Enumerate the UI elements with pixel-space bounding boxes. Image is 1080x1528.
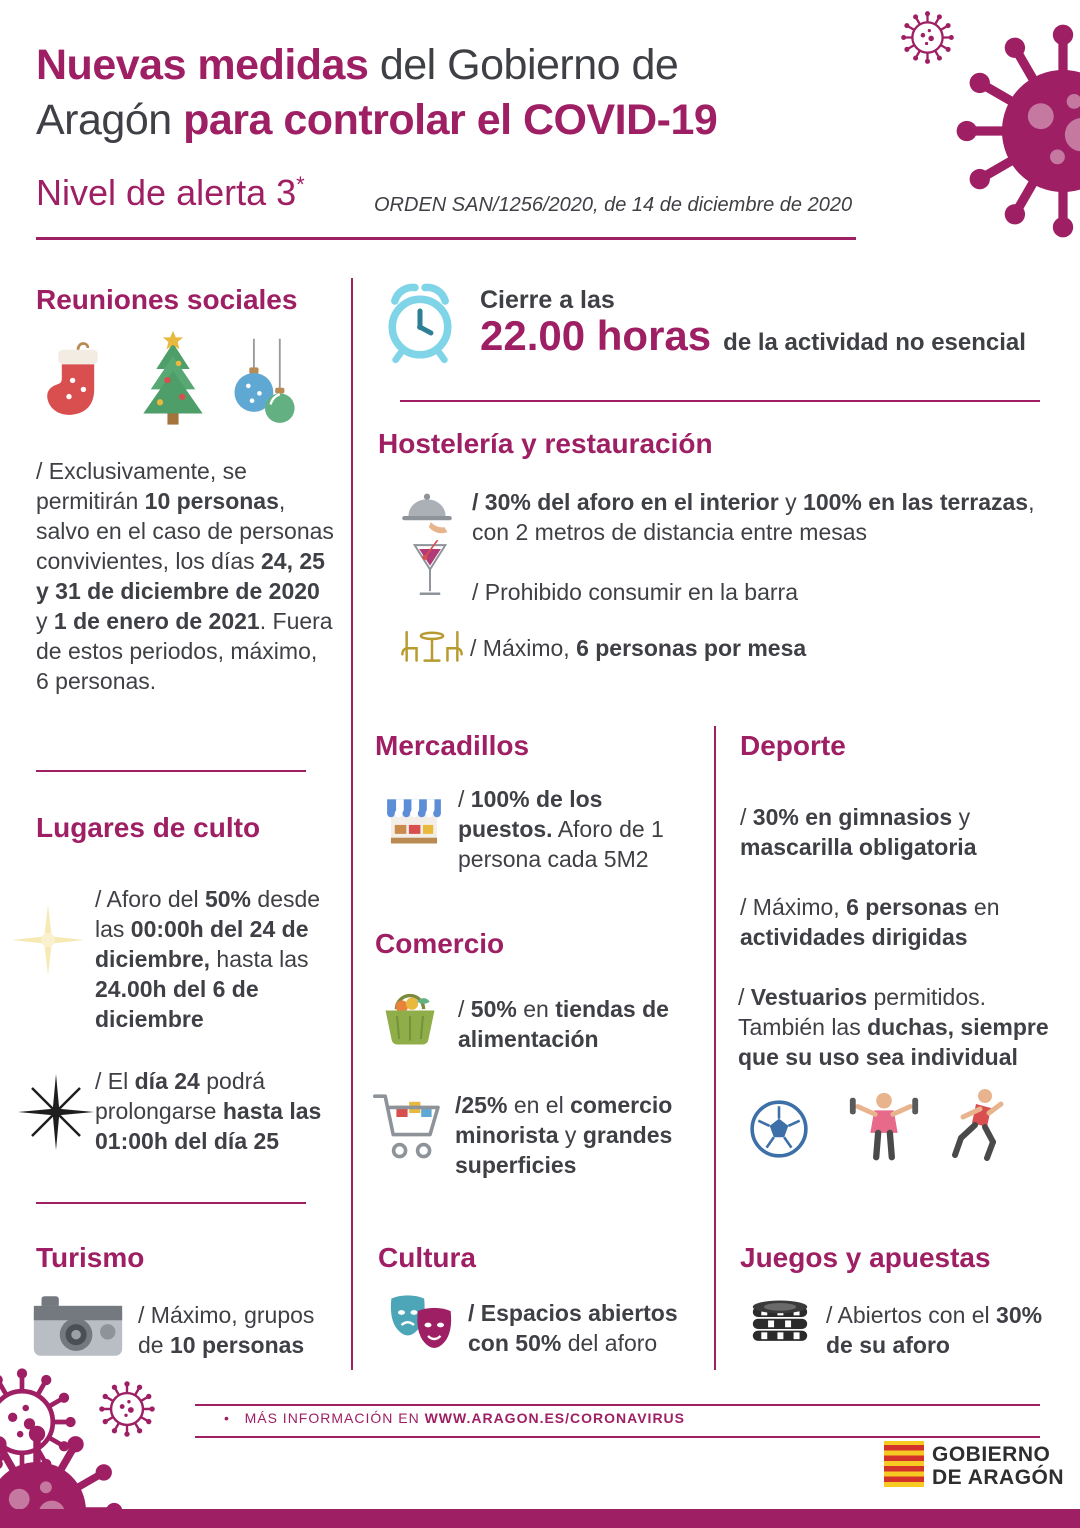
text-segment: tiendas de alimentación [458, 996, 669, 1052]
text-segment: mascarilla obligatoria [740, 834, 977, 860]
deporte-item-2 [740, 892, 1045, 952]
text-segment: Aforo de 1 persona cada 5M2 [458, 816, 664, 872]
shopping-cart-icon [370, 1084, 450, 1166]
cultura-item-1 [468, 1298, 703, 1358]
text-segment: del aforo [561, 1330, 658, 1356]
footer-divider-top [195, 1404, 1040, 1406]
government-logo [932, 1443, 1064, 1489]
left-divider-1 [36, 770, 306, 772]
text-segment: 100% de los puestos. [458, 786, 603, 842]
text-segment: 10 personas [169, 1332, 305, 1358]
virus-icon [900, 10, 955, 65]
cloche-icon [396, 486, 458, 536]
text-segment: actividades dirigidas [740, 924, 968, 950]
text-segment: y [36, 608, 54, 634]
ornaments-icon [228, 338, 302, 432]
mercadillos-item-1 [458, 784, 696, 874]
left-divider-2 [36, 1202, 306, 1204]
section-heading-juegos: Juegos y apuestas [740, 1242, 991, 1273]
alarm-clock-icon [378, 280, 462, 364]
header-divider [36, 237, 856, 240]
runner-icon [942, 1086, 1012, 1166]
alert-level-text: Nivel de alerta 3 [36, 172, 297, 213]
text-segment: desde las [95, 886, 321, 942]
table-chairs-icon [398, 622, 466, 672]
hosteleria-item-3 [470, 633, 920, 663]
text-segment: / El [95, 1068, 135, 1094]
alert-level [36, 172, 305, 214]
reuniones-body [36, 456, 336, 696]
text-segment: en [967, 894, 1000, 920]
text-segment: / 30% del aforo en el interior [472, 489, 779, 515]
text-segment: / [740, 804, 753, 830]
weightlifter-icon [845, 1088, 923, 1166]
grocery-basket-icon [376, 986, 444, 1050]
footer-info-prefix: MÁS INFORMACIÓN EN [244, 1410, 425, 1426]
deporte-item-1 [740, 802, 1045, 862]
turismo-item-1 [138, 1300, 333, 1360]
cierre-suffix: de la actividad no esencial [723, 329, 1026, 356]
section-heading-turismo: Turismo [36, 1242, 145, 1273]
camera-icon [30, 1292, 126, 1360]
text-segment: 00:00h del 24 de diciembre, [95, 916, 309, 972]
text-segment: comercio minorista [455, 1092, 673, 1148]
cierre-time: 22.00 horas [480, 312, 712, 359]
text-segment: / [458, 996, 471, 1022]
text-segment: y [778, 489, 804, 515]
text-segment: / [458, 786, 471, 812]
order-reference: ORDEN SAN/1256/2020, de 14 de diciembre de 2020 [374, 194, 853, 216]
page-title [36, 38, 876, 147]
logo-line-2: DE ARAGÓN [932, 1466, 1065, 1490]
lugares-item-1 [95, 884, 345, 1034]
text-segment: 24, 25 y 31 de diciembre de 2020 [36, 548, 325, 604]
text-segment: / Espacios abiertos con 50% [468, 1300, 678, 1356]
text-segment: 10 personas [144, 488, 279, 514]
text-segment: 50% [470, 996, 517, 1022]
text-segment: podrá prolongarse [95, 1068, 266, 1124]
text-segment: y [952, 804, 971, 830]
christmas-tree-icon [126, 330, 220, 432]
text-segment: hasta las [210, 946, 309, 972]
text-segment: en [516, 996, 556, 1022]
text-segment: 100% en las terrazas [803, 489, 1029, 515]
theater-masks-icon [382, 1292, 460, 1358]
text-segment: permitidos. También las [738, 984, 986, 1040]
text-segment: 24.00h del 6 de diciembre [95, 976, 259, 1032]
text-segment: / Máximo, [740, 894, 847, 920]
footer-bullet: • [224, 1410, 230, 1426]
text-segment: día 24 [134, 1068, 200, 1094]
text-segment: , con 2 metros de distancia entre mesas [472, 489, 1035, 545]
text-segment: Vestuarios [750, 984, 868, 1010]
aragon-flag-icon [884, 1441, 924, 1487]
text-segment: /25% [455, 1092, 508, 1118]
text-segment: y [558, 1122, 583, 1148]
footer-info-url[interactable]: WWW.ARAGON.ES/CORONAVIRUS [424, 1410, 685, 1426]
text-segment: 6 personas [846, 894, 968, 920]
virus-icon [952, 20, 1080, 242]
cierre-line [480, 312, 1040, 360]
cierre-divider [400, 400, 1040, 402]
section-heading-mercadillos: Mercadillos [375, 730, 530, 761]
text-segment: para controlar el COVID-19 [183, 95, 718, 144]
hosteleria-item-2 [472, 577, 922, 607]
text-segment: en el [507, 1092, 571, 1118]
text-segment: 30% en gimnasios [752, 804, 953, 830]
soccer-ball-icon [748, 1098, 810, 1160]
text-segment: 50% [204, 886, 252, 912]
footer-divider-bottom [195, 1436, 1040, 1438]
deporte-item-3 [738, 982, 1058, 1072]
section-heading-lugares: Lugares de culto [36, 812, 261, 843]
text-segment: 6 personas por mesa [576, 635, 807, 661]
sparkle-star-icon [16, 1072, 96, 1152]
comercio-item-2 [455, 1090, 700, 1180]
bottom-accent-bar [0, 1509, 1080, 1528]
text-segment: Aragón [36, 95, 184, 144]
section-heading-cultura: Cultura [378, 1242, 476, 1273]
text-segment: / Prohibido consumir en la barra [472, 579, 798, 605]
text-segment: / Exclusivamente, se permitirán [36, 458, 247, 514]
candle-glow-icon [8, 900, 88, 980]
lugares-item-2 [95, 1066, 347, 1156]
cocktail-icon [410, 540, 450, 604]
text-segment: Nuevas medidas [36, 41, 369, 89]
text-segment: grandes superficies [455, 1122, 673, 1178]
poker-chips-icon [746, 1292, 814, 1354]
footer-info [224, 1410, 685, 1426]
section-heading-deporte: Deporte [740, 730, 846, 761]
text-segment: / Máximo, [470, 635, 577, 661]
text-segment: / Máximo, grupos de [138, 1302, 315, 1358]
alert-footnote-mark: * [296, 172, 305, 197]
column-divider-right [714, 726, 716, 1370]
section-heading-hosteleria: Hostelería y restauración [378, 428, 713, 459]
text-segment: 1 de enero de 2021 [53, 608, 260, 634]
text-segment: / [738, 984, 751, 1010]
market-stall-icon [382, 792, 446, 854]
text-segment: , salvo en el caso de personas convivientes, los días [36, 488, 334, 574]
text-segment: 30% de su aforo [826, 1302, 1043, 1358]
section-heading-reuniones: Reuniones sociales [36, 284, 298, 315]
cierre-intro: Cierre a las [480, 286, 615, 314]
text-segment: / Abiertos con el [826, 1302, 997, 1328]
text-segment: . Fuera de estos periodos, máximo, 6 personas. [36, 608, 333, 694]
section-heading-comercio: Comercio [375, 928, 505, 959]
column-divider-left [351, 278, 353, 1370]
juegos-item-1 [826, 1300, 1046, 1360]
text-segment: duchas, siempre que su uso sea individual [738, 1014, 1049, 1070]
logo-line-1: GOBIERNO [932, 1443, 1051, 1466]
stocking-icon [42, 338, 114, 430]
text-segment: del Gobierno de [368, 41, 679, 89]
comercio-item-1 [458, 994, 708, 1054]
text-segment: hasta las 01:00h del día 25 [95, 1098, 322, 1154]
hosteleria-item-1 [472, 487, 1047, 547]
text-segment: / Aforo del [95, 886, 205, 912]
